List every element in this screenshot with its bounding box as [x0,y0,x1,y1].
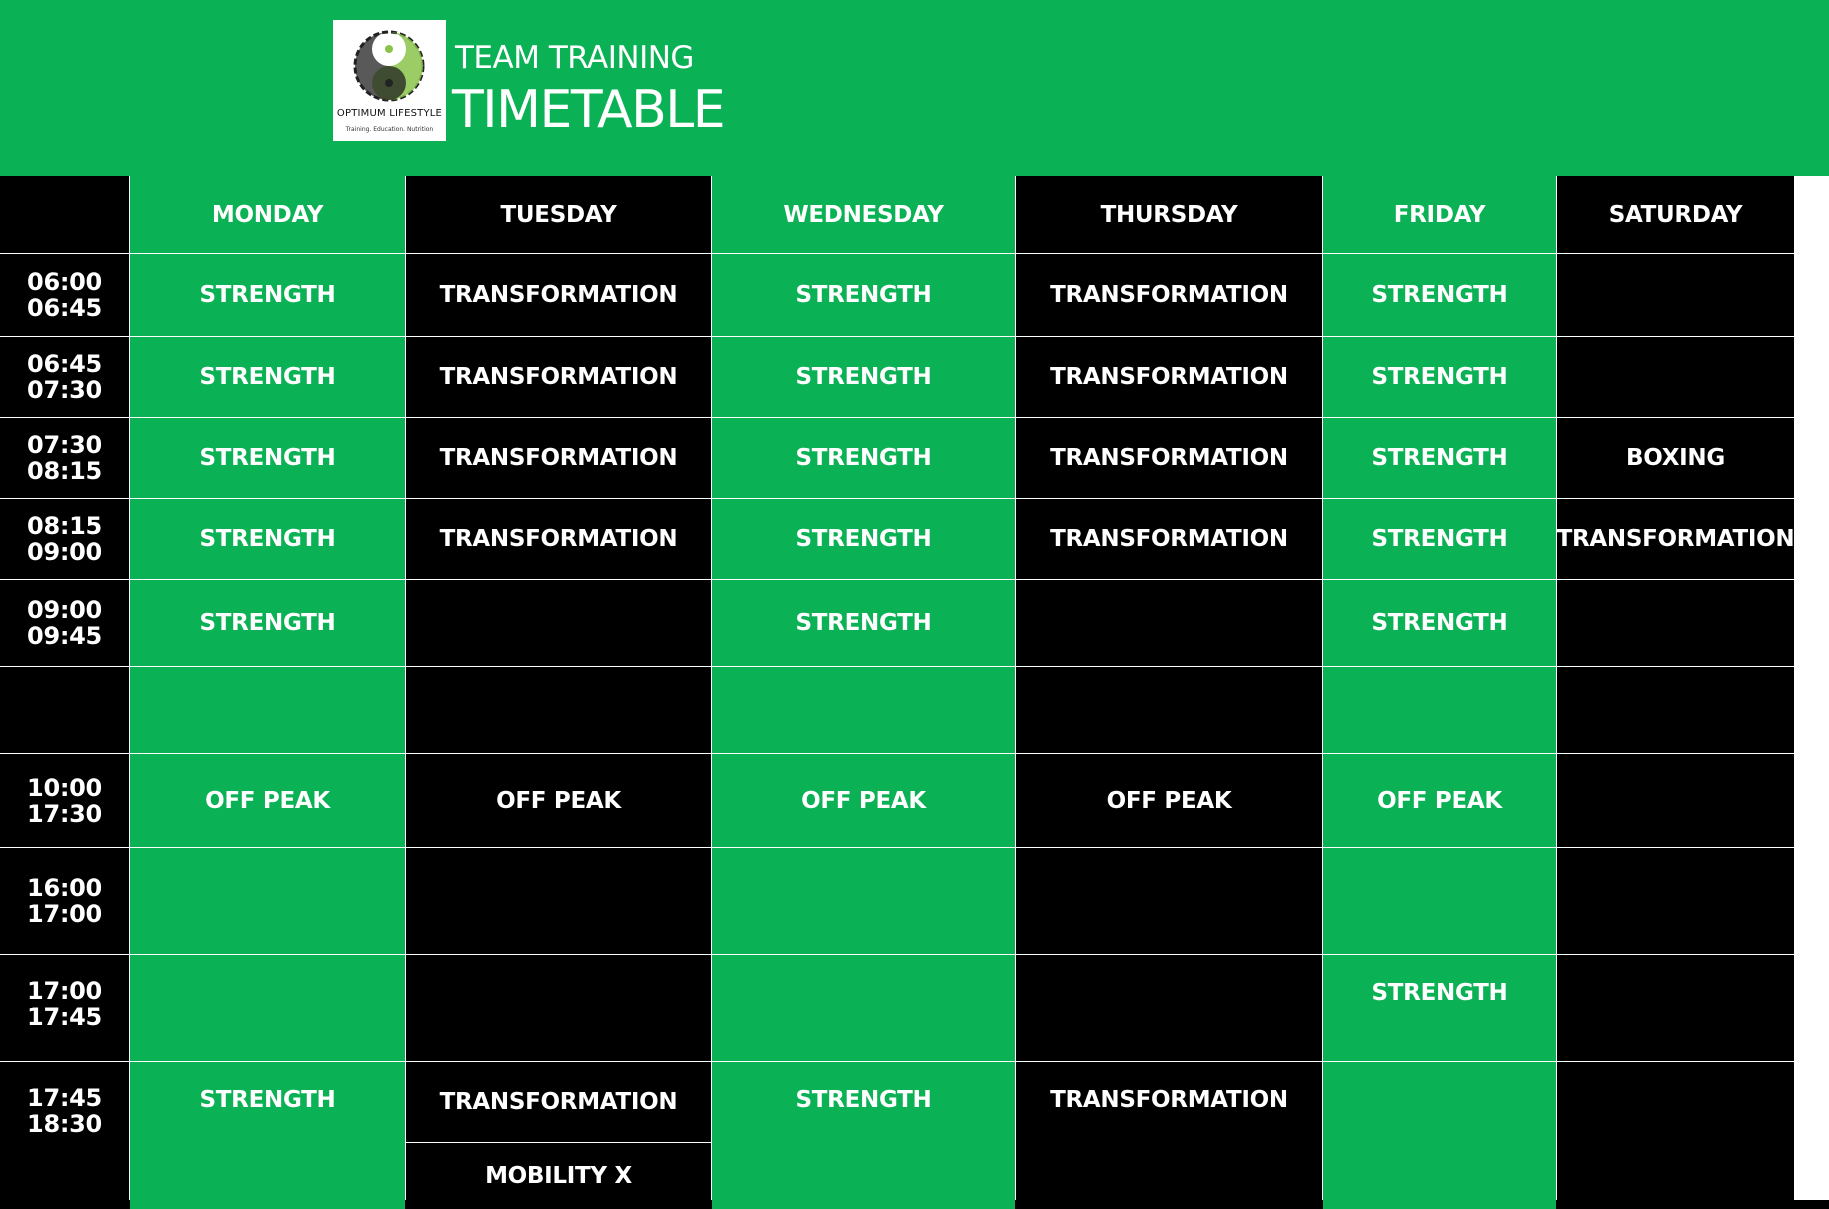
slot-end: 06:45 [27,294,102,322]
class-cell [1016,955,1322,1061]
slot-start: 07:30 [27,431,102,459]
class-cell [1557,337,1794,417]
time-slot-label [0,848,129,954]
day-header-monday: MONDAY [130,176,405,253]
class-cell [406,667,711,753]
class-cell: OFF PEAK [1323,754,1556,847]
day-header-thursday: THURSDAY [1016,176,1322,253]
class-cell: STRENGTH [130,1062,405,1209]
class-cell: STRENGTH [712,580,1015,666]
class-cell [1323,848,1556,954]
class-cell-mobility: MOBILITY X [406,1143,711,1209]
class-cell: STRENGTH [130,337,405,417]
slot-start: 10:00 [27,773,102,802]
class-cell: STRENGTH [130,254,405,336]
class-cell [1016,848,1322,954]
class-cell: TRANSFORMATION [1016,499,1322,579]
class-cell: TRANSFORMATION [1016,337,1322,417]
class-cell: STRENGTH [130,499,405,579]
class-cell: STRENGTH [1323,580,1556,666]
class-cell: OFF PEAK [712,754,1015,847]
day-header-tuesday: TUESDAY [406,176,711,253]
class-cell: TRANSFORMATION [406,499,711,579]
time-slot-label [0,418,129,498]
class-cell [1323,667,1556,753]
class-cell: BOXING [1557,418,1794,498]
slot-start: 16:00 [27,874,102,902]
class-cell: TRANSFORMATION [406,337,711,417]
class-cell [130,848,405,954]
class-cell: TRANSFORMATION [406,254,711,336]
class-cell: TRANSFORMATION [1557,499,1794,579]
class-cell [406,580,711,666]
class-cell: OFF PEAK [406,754,711,847]
slot-start: 09:00 [27,596,102,624]
class-cell: TRANSFORMATION [1016,1062,1322,1209]
day-header-saturday: SATURDAY [1557,176,1794,253]
class-cell: STRENGTH [1323,955,1556,1061]
slot-end: 18:30 [27,1110,102,1138]
class-cell: STRENGTH [712,499,1015,579]
class-cell [1557,580,1794,666]
corner-cell [0,176,129,253]
class-cell: OFF PEAK [130,754,405,847]
day-header-friday: FRIDAY [1323,176,1556,253]
logo-tagline: Training. Education. Nutrition [345,126,434,133]
time-slot-label [0,1062,129,1209]
time-slot-label [0,955,129,1061]
slot-end: 09:00 [27,538,102,566]
slot-start: 06:00 [27,268,102,296]
class-cell: STRENGTH [712,337,1015,417]
class-cell [1557,1062,1794,1209]
class-cell [712,848,1015,954]
slot-end: 17:30 [27,799,102,828]
slot-start: 17:45 [27,1084,102,1112]
class-cell [406,848,711,954]
time-slot-label [0,667,129,753]
class-cell [712,955,1015,1061]
slot-end: 07:30 [27,376,102,404]
slot-end: 09:45 [27,622,102,650]
time-slot-label [0,337,129,417]
class-cell: STRENGTH [130,580,405,666]
slot-end: 17:45 [27,1003,102,1031]
class-cell: TRANSFORMATION [1016,418,1322,498]
class-cell [130,667,405,753]
class-cell [1016,580,1322,666]
class-cell: TRANSFORMATION [1016,254,1322,336]
slot-end: 08:15 [27,457,102,485]
class-cell: TRANSFORMATION [406,418,711,498]
class-cell [130,955,405,1061]
header-banner [0,0,1829,176]
class-cell [1557,254,1794,336]
time-slot-label [0,580,129,666]
class-cell: STRENGTH [712,254,1015,336]
class-cell [1557,667,1794,753]
class-cell: STRENGTH [712,1062,1015,1209]
class-cell [1557,754,1794,847]
day-header-wednesday: WEDNESDAY [712,176,1015,253]
logo-name: OPTIMUM LIFESTYLE [336,108,443,119]
class-cell: STRENGTH [130,418,405,498]
slot-start: 17:00 [27,977,102,1005]
time-slot-label [0,754,129,847]
class-cell [1557,955,1794,1061]
class-cell [712,667,1015,753]
class-cell [1016,667,1322,753]
class-cell: STRENGTH [1323,499,1556,579]
time-slot-label [0,499,129,579]
class-cell: STRENGTH [1323,418,1556,498]
class-cell: TRANSFORMATION [406,1062,711,1142]
class-cell: STRENGTH [712,418,1015,498]
slot-start: 08:15 [27,512,102,540]
timetable-grid [0,176,1829,1200]
slot-end: 17:00 [27,900,102,928]
class-cell: OFF PEAK [1016,754,1322,847]
brand-logo [333,20,446,141]
slot-start: 06:45 [27,350,102,378]
yin-yang-icon [347,26,432,106]
class-cell: STRENGTH [1323,254,1556,336]
class-cell: STRENGTH [1323,337,1556,417]
title-team-training: TEAM TRAINING [455,40,694,76]
title-timetable: TIMETABLE [452,80,725,140]
time-slot-label [0,254,129,336]
class-cell [1557,848,1794,954]
class-cell [406,955,711,1061]
class-cell [1323,1062,1556,1209]
